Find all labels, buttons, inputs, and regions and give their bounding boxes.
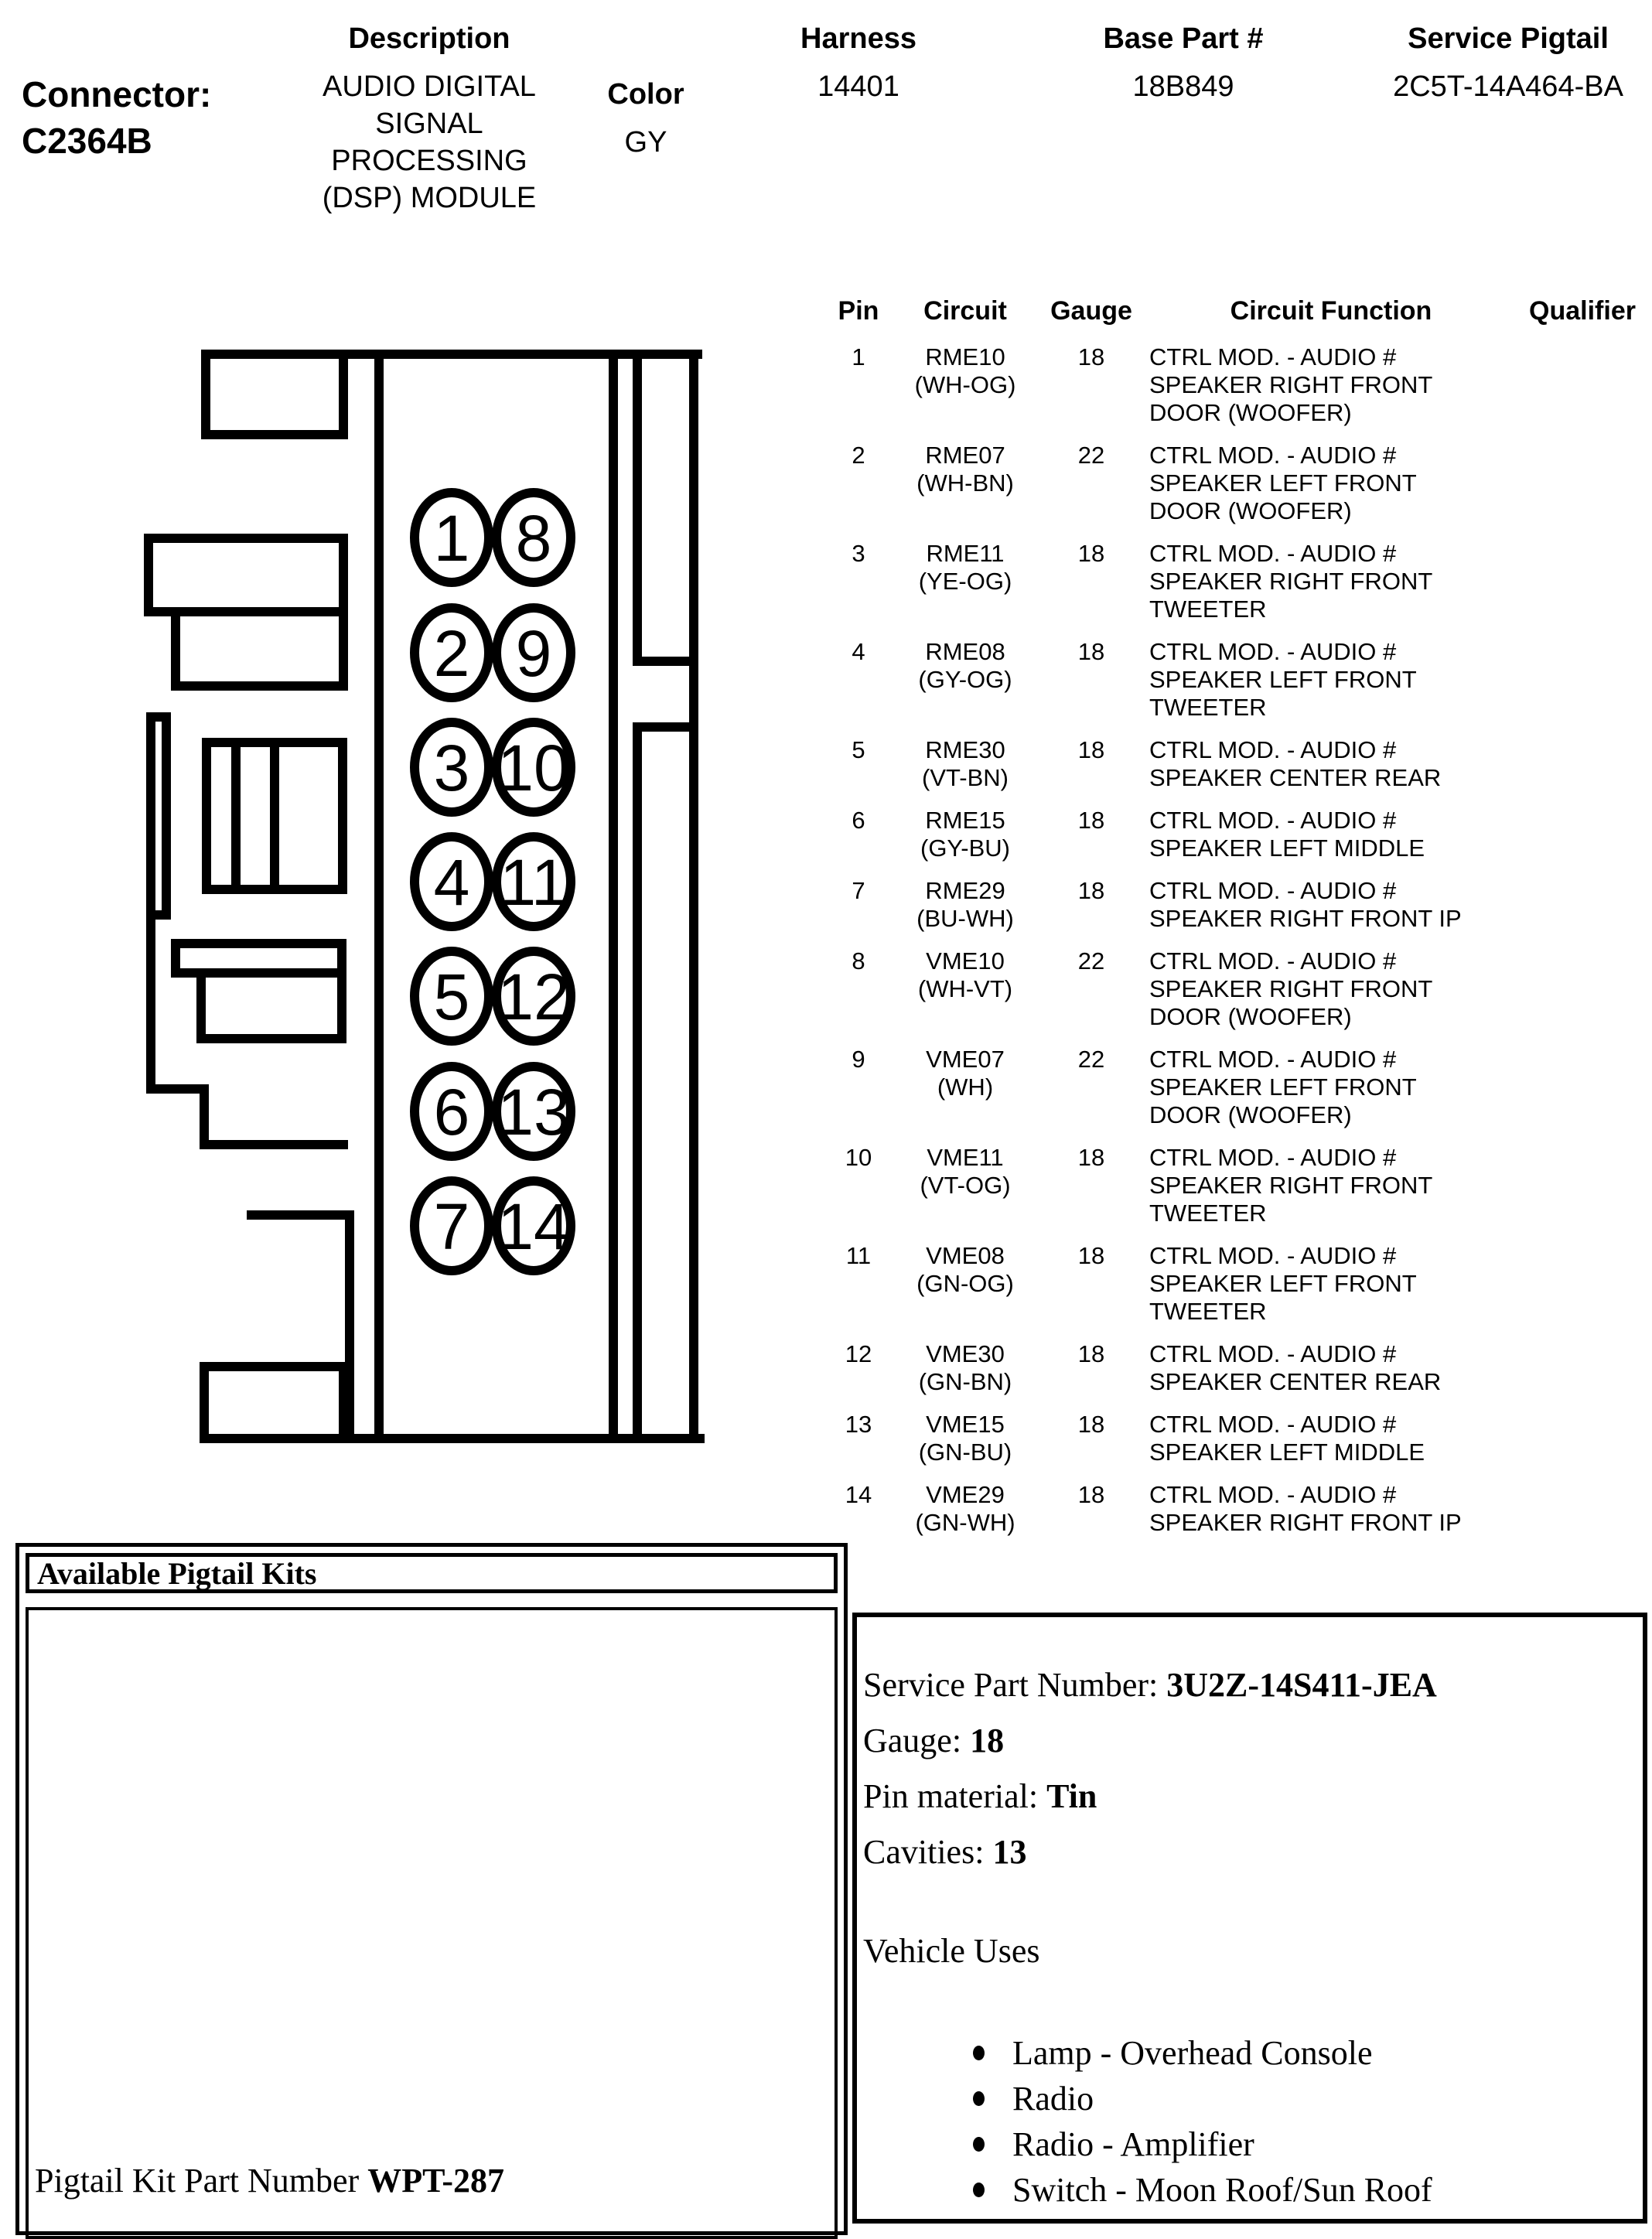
- pin-cavity-number: 3: [433, 732, 470, 804]
- pin-table: [820, 294, 1652, 1537]
- list-item-label: Radio - Amplifier: [1012, 2125, 1254, 2163]
- qualifier-value: [1513, 1144, 1652, 1227]
- col-circuit: Circuit: [923, 296, 1007, 326]
- pin-table-rows: [820, 343, 1652, 1537]
- pin-cavity-number: 7: [433, 1190, 470, 1263]
- circuit-function: CTRL MOD. - AUDIO # SPEAKER LEFT MIDDLE: [1149, 1411, 1425, 1466]
- pin-number: 7: [852, 877, 865, 904]
- pin-cavity-number: 2: [433, 617, 470, 690]
- gauge-value: 18: [1077, 1411, 1105, 1438]
- description-line: AUDIO DIGITAL: [323, 70, 536, 103]
- gauge-value: 18: [1077, 1144, 1105, 1171]
- circuit-name: VME07: [926, 1046, 1005, 1073]
- list-item-label: Switch - Moon Roof/Sun Roof: [1012, 2171, 1432, 2209]
- gauge-value: 18: [1077, 1481, 1105, 1508]
- gauge-value: 18: [1077, 736, 1105, 763]
- pin-table-header: [820, 294, 1652, 328]
- circuit-name: RME07: [925, 442, 1005, 469]
- qualifier-value: [1513, 1046, 1652, 1129]
- pigtail-kits-title: Available Pigtail Kits: [26, 1553, 838, 1593]
- circuit-cell: [897, 442, 1033, 525]
- table-row: [820, 442, 1652, 525]
- gauge-value: 18: [1077, 540, 1105, 567]
- pin-cavity-number: 9: [515, 617, 552, 690]
- spec-line: [863, 1824, 1643, 1880]
- circuit-cell: [897, 1411, 1033, 1466]
- gauge-value: 22: [1077, 947, 1105, 974]
- circuit-function: CTRL MOD. - AUDIO # SPEAKER RIGHT FRONT DOOR (WOOFER): [1149, 947, 1433, 1030]
- circuit-name: RME30: [925, 736, 1005, 763]
- pigtail-kits-body: [26, 1607, 838, 2239]
- pin-number: 8: [852, 947, 865, 974]
- qualifier-value: [1513, 1340, 1652, 1396]
- circuit-name: VME10: [926, 947, 1005, 974]
- circuit-function: CTRL MOD. - AUDIO # SPEAKER RIGHT FRONT TWEETER: [1149, 1144, 1433, 1227]
- pin-number: 1: [852, 343, 865, 370]
- circuit-color: (VT-BN): [922, 764, 1009, 791]
- circuit-function: CTRL MOD. - AUDIO # SPEAKER LEFT FRONT DOOR (WOOFER): [1149, 442, 1417, 524]
- connector-title: [22, 71, 211, 164]
- circuit-function: CTRL MOD. - AUDIO # SPEAKER LEFT MIDDLE: [1149, 807, 1425, 862]
- circuit-name: VME11: [927, 1144, 1004, 1171]
- circuit-function: CTRL MOD. - AUDIO # SPEAKER RIGHT FRONT IP: [1149, 877, 1462, 932]
- table-row: [820, 1411, 1652, 1466]
- qualifier-value: [1513, 877, 1652, 933]
- circuit-name: RME08: [925, 638, 1005, 665]
- col-pin: Pin: [838, 296, 879, 326]
- connector-id: C2364B: [22, 121, 152, 161]
- circuit-name: VME08: [926, 1242, 1005, 1269]
- table-row: [820, 1046, 1652, 1129]
- gauge-value: 22: [1077, 442, 1105, 469]
- circuit-function: CTRL MOD. - AUDIO # SPEAKER RIGHT FRONT TWEETER: [1149, 540, 1433, 623]
- pin-number: 9: [852, 1046, 865, 1073]
- circuit-cell: [897, 1144, 1033, 1227]
- harness-column: [777, 20, 940, 105]
- table-row: [820, 807, 1652, 862]
- circuit-color: (GN-OG): [916, 1270, 1014, 1297]
- base-part-column: [1098, 20, 1268, 105]
- table-row: [820, 736, 1652, 792]
- spec-line: [863, 1657, 1643, 1713]
- bullet-icon: [973, 2183, 985, 2197]
- circuit-function: CTRL MOD. - AUDIO # SPEAKER RIGHT FRONT IP: [1149, 1481, 1462, 1536]
- pin-cavity-number: 11: [500, 846, 568, 919]
- description-value: [282, 68, 576, 217]
- pin-cavity-number: 13: [497, 1076, 570, 1149]
- harness-value: 14401: [817, 70, 899, 103]
- base-part-value: 18B849: [1132, 70, 1234, 103]
- gauge-value: 18: [1077, 1340, 1105, 1367]
- pin-cavity-number: 6: [433, 1076, 470, 1149]
- pin-number: 14: [845, 1481, 872, 1508]
- spec-line: [863, 1713, 1643, 1769]
- description-label: Description: [348, 22, 510, 55]
- spec-value: 18: [970, 1722, 1005, 1759]
- bullet-icon: [973, 2046, 985, 2060]
- table-row: [820, 877, 1652, 933]
- circuit-cell: [897, 1242, 1033, 1326]
- gauge-value: 18: [1077, 807, 1105, 834]
- pin-number: 5: [852, 736, 865, 763]
- connector-outline: [148, 354, 700, 1439]
- pin-number: 2: [852, 442, 865, 469]
- pigtail-kit-part-label: Pigtail Kit Part Number: [35, 2162, 368, 2200]
- circuit-function: CTRL MOD. - AUDIO # SPEAKER CENTER REAR: [1149, 736, 1442, 791]
- gauge-value: 18: [1077, 343, 1105, 370]
- circuit-cell: [897, 736, 1033, 792]
- spec-line: [863, 1769, 1643, 1824]
- vehicle-uses-list: [973, 2030, 1643, 2213]
- circuit-color: (GN-WH): [915, 1509, 1015, 1536]
- circuit-color: (WH): [937, 1073, 994, 1101]
- circuit-function: CTRL MOD. - AUDIO # SPEAKER LEFT FRONT TWEETER: [1149, 1242, 1417, 1325]
- circuit-name: RME11: [926, 540, 1005, 567]
- list-item-label: Lamp - Overhead Console: [1012, 2034, 1373, 2072]
- table-row: [820, 947, 1652, 1031]
- spec-value: 3U2Z-14S411-JEA: [1166, 1666, 1437, 1704]
- service-specs: [863, 1657, 1643, 1880]
- connector-label: Connector:: [22, 74, 212, 114]
- qualifier-value: [1513, 1481, 1652, 1537]
- description-line: (DSP) MODULE: [322, 182, 537, 214]
- circuit-name: VME30: [926, 1340, 1005, 1367]
- service-pigtail-column: [1377, 20, 1640, 105]
- pin-number: 13: [845, 1411, 872, 1438]
- qualifier-value: [1513, 442, 1652, 525]
- circuit-name: RME15: [925, 807, 1005, 834]
- service-pigtail-label: Service Pigtail: [1408, 22, 1609, 55]
- table-row: [820, 540, 1652, 623]
- circuit-cell: [897, 1340, 1033, 1396]
- gauge-value: 18: [1077, 638, 1105, 665]
- color-value: GY: [624, 126, 667, 159]
- circuit-color: (GY-BU): [920, 835, 1010, 862]
- circuit-cell: [897, 1046, 1033, 1129]
- pin-number: 12: [845, 1340, 872, 1367]
- pin-number: 11: [845, 1242, 872, 1269]
- gauge-value: 22: [1077, 1046, 1105, 1073]
- table-row: [820, 638, 1652, 722]
- spec-label: Service Part Number:: [863, 1666, 1167, 1704]
- pigtail-kit-part-number: [35, 2161, 504, 2200]
- pin-number: 6: [852, 807, 865, 834]
- qualifier-value: [1513, 1411, 1652, 1466]
- circuit-color: (YE-OG): [918, 568, 1012, 595]
- vehicle-uses-label: Vehicle Uses: [863, 1932, 1040, 1970]
- col-gauge: Gauge: [1050, 296, 1132, 326]
- circuit-name: RME10: [925, 343, 1005, 370]
- service-pigtail-value: 2C5T-14A464-BA: [1393, 70, 1623, 103]
- col-circuit-function: Circuit Function: [1230, 296, 1432, 326]
- pin-cavity-number: 10: [497, 732, 570, 804]
- list-item: [973, 2076, 1643, 2121]
- circuit-color: (GN-BU): [918, 1439, 1012, 1466]
- circuit-cell: [897, 343, 1033, 427]
- circuit-color: (GN-BN): [918, 1368, 1012, 1395]
- qualifier-value: [1513, 736, 1652, 792]
- pigtail-kit-part-value: WPT-287: [367, 2162, 505, 2200]
- gauge-value: 18: [1077, 877, 1105, 904]
- circuit-name: VME15: [926, 1411, 1005, 1438]
- spec-label: Cavities:: [863, 1833, 993, 1871]
- table-row: [820, 1340, 1652, 1396]
- circuit-cell: [897, 540, 1033, 623]
- list-item: [973, 2167, 1643, 2213]
- circuit-cell: [897, 877, 1033, 933]
- circuit-color: (WH-VT): [917, 975, 1013, 1002]
- description-line: PROCESSING: [331, 145, 527, 177]
- pin-number: 3: [852, 540, 865, 567]
- gauge-value: 18: [1077, 1242, 1105, 1269]
- pin-cavity-number: 1: [433, 502, 470, 575]
- spec-value: Tin: [1046, 1777, 1097, 1815]
- qualifier-value: [1513, 1242, 1652, 1326]
- circuit-cell: [897, 807, 1033, 862]
- qualifier-value: [1513, 343, 1652, 427]
- description-column: [282, 20, 576, 217]
- pin-cavity-number: 8: [515, 502, 552, 575]
- circuit-function: CTRL MOD. - AUDIO # SPEAKER RIGHT FRONT DOOR (WOOFER): [1149, 343, 1433, 426]
- table-row: [820, 1242, 1652, 1326]
- pin-number: 4: [852, 638, 865, 665]
- list-item: [973, 2030, 1643, 2076]
- table-row: [820, 343, 1652, 427]
- table-row: [820, 1481, 1652, 1537]
- pigtail-kits-box: [15, 1543, 848, 2235]
- bullet-icon: [973, 2091, 985, 2106]
- circuit-name: VME29: [926, 1481, 1005, 1508]
- circuit-cell: [897, 947, 1033, 1031]
- color-label: Color: [607, 78, 684, 111]
- circuit-color: (GY-OG): [918, 666, 1012, 693]
- pin-cavity-circles: [415, 493, 571, 1271]
- harness-label: Harness: [800, 22, 916, 55]
- circuit-function: CTRL MOD. - AUDIO # SPEAKER CENTER REAR: [1149, 1340, 1442, 1395]
- list-item: [973, 2121, 1643, 2167]
- bullet-icon: [973, 2137, 985, 2152]
- list-item-label: Radio: [1012, 2080, 1094, 2118]
- circuit-function: CTRL MOD. - AUDIO # SPEAKER LEFT FRONT TWEETER: [1149, 638, 1417, 721]
- circuit-function: CTRL MOD. - AUDIO # SPEAKER LEFT FRONT DOOR (WOOFER): [1149, 1046, 1417, 1128]
- table-row: [820, 1144, 1652, 1227]
- qualifier-value: [1513, 638, 1652, 722]
- circuit-color: (WH-BN): [916, 469, 1014, 497]
- circuit-cell: [897, 1481, 1033, 1537]
- circuit-color: (BU-WH): [916, 905, 1014, 932]
- description-line: SIGNAL: [375, 108, 483, 140]
- circuit-cell: [897, 638, 1033, 722]
- spec-value: 13: [992, 1833, 1027, 1871]
- pin-number: 10: [845, 1144, 872, 1171]
- circuit-color: (VT-OG): [920, 1172, 1011, 1199]
- pin-cavity-number: 14: [497, 1190, 570, 1263]
- service-part-box: [852, 1613, 1647, 2224]
- spec-label: Pin material:: [863, 1777, 1047, 1815]
- circuit-name: RME29: [925, 877, 1005, 904]
- pin-cavity-number: 4: [433, 846, 470, 919]
- pin-cavity-number: 12: [497, 961, 570, 1033]
- qualifier-value: [1513, 540, 1652, 623]
- pin-cavity-number: 5: [433, 961, 470, 1033]
- base-part-label: Base Part #: [1103, 22, 1264, 55]
- qualifier-value: [1513, 807, 1652, 862]
- connector-face-diagram: [143, 344, 739, 1450]
- circuit-color: (WH-OG): [914, 371, 1016, 398]
- color-column: [596, 76, 696, 161]
- spec-label: Gauge:: [863, 1722, 971, 1759]
- col-qualifier: Qualifier: [1529, 296, 1636, 326]
- qualifier-value: [1513, 947, 1652, 1031]
